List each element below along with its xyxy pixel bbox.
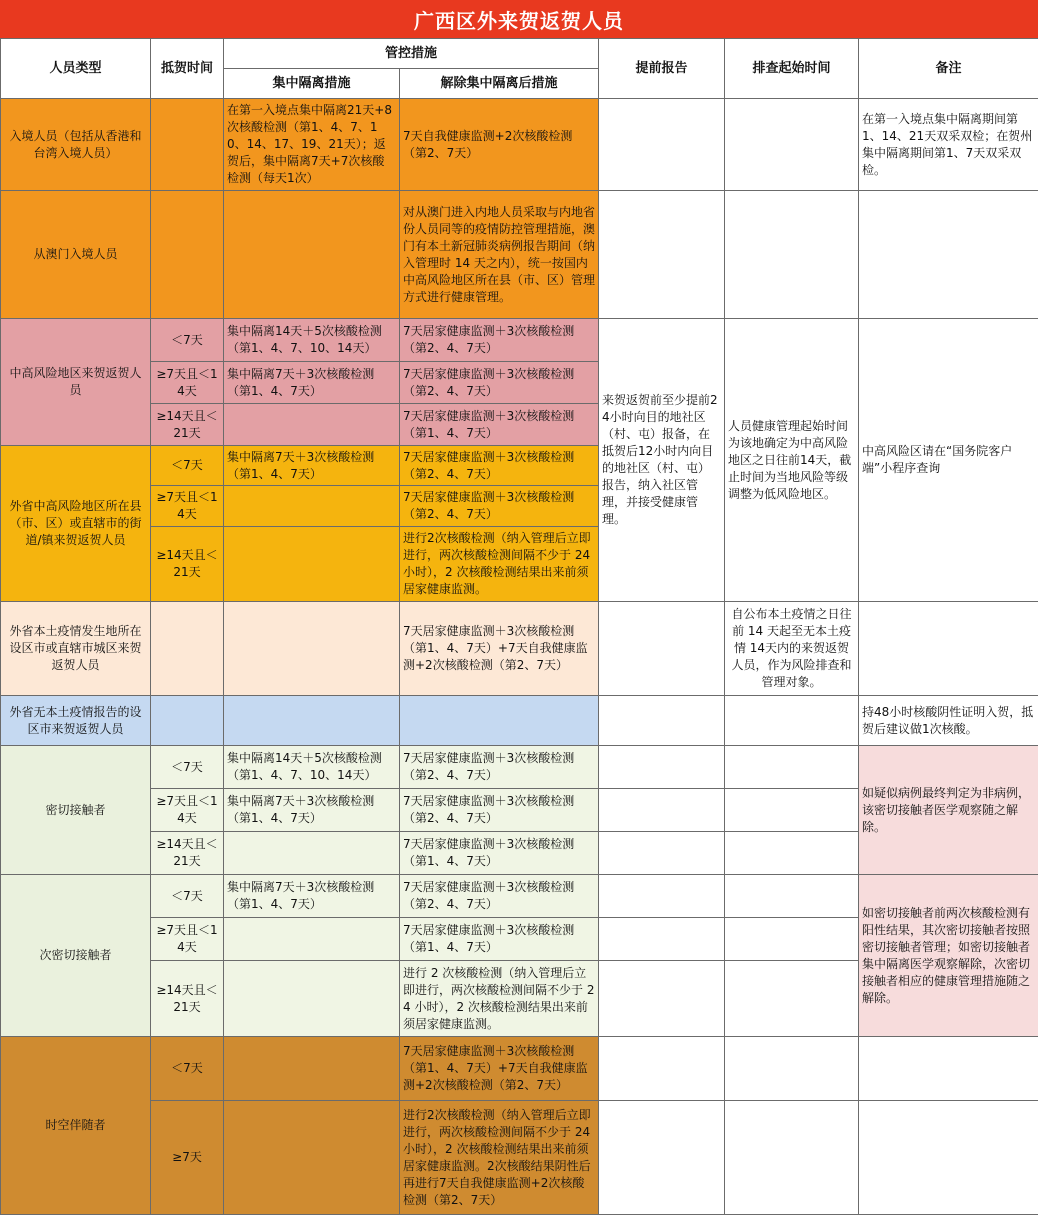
cell-after: 7天居家健康监测＋3次核酸检测（第1、4、7天） bbox=[400, 832, 599, 875]
cell-central: 集中隔离7天＋3次核酸检测（第1、4、7天） bbox=[224, 875, 400, 918]
cell-time: ≥7天 bbox=[151, 1101, 224, 1215]
cell-report bbox=[599, 918, 725, 961]
cell-remark bbox=[859, 191, 1038, 319]
cell-start bbox=[725, 1037, 859, 1101]
header-control: 管控措施 bbox=[224, 39, 599, 69]
cell-start bbox=[725, 789, 859, 832]
cell-central bbox=[224, 696, 400, 746]
cell-after: 7天居家健康监测＋3次核酸检测（第2、4、7天） bbox=[400, 362, 599, 404]
header-after: 解除集中隔离后措施 bbox=[400, 69, 599, 99]
header-type: 人员类型 bbox=[1, 39, 151, 99]
cell-after: 7天居家健康监测＋3次核酸检测（第2、4、7天） bbox=[400, 875, 599, 918]
cell-report: 来贺返贺前至少提前24小时向目的地社区（村、屯）报备，在抵贺后12小时内向目的地社区（村、屯）报告，纳入社区管理，并接受健康管理。 bbox=[599, 319, 725, 602]
cell-time: ≥7天且＜14天 bbox=[151, 362, 224, 404]
cell-report bbox=[599, 1037, 725, 1101]
cell-after: 进行2次核酸检测（纳入管理后立即进行，两次核酸检测间隔不少于 24 小时），2 次核酸检测结果出来前须居家健康监测。 bbox=[400, 527, 599, 602]
cell-time: ≥7天且＜14天 bbox=[151, 789, 224, 832]
cell-central: 集中隔离14天＋5次核酸检测（第1、4、7、10、14天） bbox=[224, 319, 400, 362]
cell-remark bbox=[859, 602, 1038, 696]
cell-time bbox=[151, 191, 224, 319]
cell-after: 7天居家健康监测＋3次核酸检测（第2、4、7天） bbox=[400, 319, 599, 362]
sheet-title: 广西区外来贺返贺人员 bbox=[0, 0, 1038, 38]
cell-type: 入境人员（包括从香港和台湾入境人员） bbox=[1, 99, 151, 191]
cell-after: 7天居家健康监测＋3次核酸检测（第1、4、7天） bbox=[400, 404, 599, 446]
cell-type: 外省无本土疫情报告的设区市来贺返贺人员 bbox=[1, 696, 151, 746]
cell-report bbox=[599, 99, 725, 191]
cell-report bbox=[599, 602, 725, 696]
cell-central bbox=[224, 602, 400, 696]
cell-report bbox=[599, 961, 725, 1037]
cell-time: ≥7天且＜14天 bbox=[151, 918, 224, 961]
cell-time bbox=[151, 99, 224, 191]
cell-after: 7天居家健康监测＋3次核酸检测（第1、4、7天） bbox=[400, 918, 599, 961]
cell-central bbox=[224, 191, 400, 319]
cell-time: ＜7天 bbox=[151, 319, 224, 362]
cell-report bbox=[599, 789, 725, 832]
cell-after: 7天居家健康监测＋3次核酸检测（第1、4、7天）+7天自我健康监测+2次核酸检测（第2、7天） bbox=[400, 602, 599, 696]
cell-remark bbox=[859, 1101, 1038, 1215]
cell-type: 密切接触者 bbox=[1, 746, 151, 875]
cell-type: 从澳门入境人员 bbox=[1, 191, 151, 319]
header-remark: 备注 bbox=[859, 39, 1038, 99]
cell-report bbox=[599, 696, 725, 746]
cell-time: ＜7天 bbox=[151, 746, 224, 789]
cell-remark: 中高风险区请在“国务院客户端”小程序查询 bbox=[859, 319, 1038, 602]
cell-start: 自公布本土疫情之日往前 14 天起至无本土疫情 14天内的来贺返贺人员，作为风险排查和管理对象。 bbox=[725, 602, 859, 696]
cell-remark bbox=[859, 1037, 1038, 1101]
cell-start bbox=[725, 961, 859, 1037]
cell-report bbox=[599, 746, 725, 789]
cell-start bbox=[725, 696, 859, 746]
cell-central: 在第一入境点集中隔离21天+8次核酸检测（第1、4、7、10、14、17、19、21天）；返贺后，集中隔离7天+7次核酸检测（每天1次） bbox=[224, 99, 400, 191]
cell-type: 中高风险地区来贺返贺人员 bbox=[1, 319, 151, 446]
cell-central bbox=[224, 1037, 400, 1101]
cell-remark: 持48小时核酸阴性证明入贺，抵贺后建议做1次核酸。 bbox=[859, 696, 1038, 746]
header-report: 提前报告 bbox=[599, 39, 725, 99]
cell-report bbox=[599, 875, 725, 918]
cell-report bbox=[599, 191, 725, 319]
header-time: 抵贺时间 bbox=[151, 39, 224, 99]
cell-central: 集中隔离7天＋3次核酸检测（第1、4、7天） bbox=[224, 789, 400, 832]
cell-central: 集中隔离14天＋5次核酸检测（第1、4、7、10、14天） bbox=[224, 746, 400, 789]
cell-start bbox=[725, 1101, 859, 1215]
cell-central: 集中隔离7天＋3次核酸检测（第1、4、7天） bbox=[224, 446, 400, 486]
cell-start: 人员健康管理起始时间为该地确定为中高风险地区之日往前14天，截止时间为当地风险等级调整为低风险地区。 bbox=[725, 319, 859, 602]
cell-after: 7天居家健康监测＋3次核酸检测（第2、4、7天） bbox=[400, 746, 599, 789]
cell-type: 外省中高风险地区所在县（市、区）或直辖市的街道/镇来贺返贺人员 bbox=[1, 446, 151, 602]
cell-central bbox=[224, 961, 400, 1037]
cell-remark: 如密切接触者前两次核酸检测有阳性结果，其次密切接触者按照密切接触者管理；如密切接触者集中隔离医学观察解除，次密切接触者相应的健康管理措施随之解除。 bbox=[859, 875, 1038, 1037]
cell-after: 7天居家健康监测＋3次核酸检测（第2、4、7天） bbox=[400, 446, 599, 486]
cell-type: 时空伴随者 bbox=[1, 1037, 151, 1215]
cell-time: ≥7天且＜14天 bbox=[151, 486, 224, 527]
cell-central bbox=[224, 1101, 400, 1215]
cell-after: 7天居家健康监测＋3次核酸检测（第1、4、7天）+7天自我健康监测+2次核酸检测（第2、7天） bbox=[400, 1037, 599, 1101]
header-central: 集中隔离措施 bbox=[224, 69, 400, 99]
cell-time: ＜7天 bbox=[151, 446, 224, 486]
cell-start bbox=[725, 875, 859, 918]
cell-time: ≥14天且＜21天 bbox=[151, 527, 224, 602]
cell-type: 外省本土疫情发生地所在设区市或直辖市城区来贺返贺人员 bbox=[1, 602, 151, 696]
cell-central bbox=[224, 527, 400, 602]
cell-after: 7天居家健康监测＋3次核酸检测（第2、4、7天） bbox=[400, 789, 599, 832]
header-start: 排查起始时间 bbox=[725, 39, 859, 99]
cell-central bbox=[224, 404, 400, 446]
cell-central: 集中隔离7天＋3次核酸检测（第1、4、7天） bbox=[224, 362, 400, 404]
cell-time bbox=[151, 696, 224, 746]
cell-start bbox=[725, 99, 859, 191]
cell-after bbox=[400, 696, 599, 746]
cell-time bbox=[151, 602, 224, 696]
cell-time: ≥14天且＜21天 bbox=[151, 832, 224, 875]
cell-time: ＜7天 bbox=[151, 1037, 224, 1101]
cell-time: ≥14天且＜21天 bbox=[151, 961, 224, 1037]
cell-after: 对从澳门进入内地人员采取与内地省份人员同等的疫情防控管理措施，澳门有本土新冠肺炎病例报告期间（纳入管理时 14 天之内），统一按国内中高风险地区所在县（市、区）管理方式进行健康管理。 bbox=[400, 191, 599, 319]
cell-after: 7天自我健康监测+2次核酸检测（第2、7天） bbox=[400, 99, 599, 191]
cell-central bbox=[224, 918, 400, 961]
cell-type: 次密切接触者 bbox=[1, 875, 151, 1037]
cell-central bbox=[224, 832, 400, 875]
cell-after: 进行2次核酸检测（纳入管理后立即进行，两次核酸检测间隔不少于 24 小时），2 次核酸检测结果出来前须居家健康监测。2次核酸结果阴性后再进行7天自我健康监测+2次核酸检测（第2、7天） bbox=[400, 1101, 599, 1215]
cell-start bbox=[725, 746, 859, 789]
cell-time: ≥14天且＜21天 bbox=[151, 404, 224, 446]
cell-start bbox=[725, 918, 859, 961]
cell-time: ＜7天 bbox=[151, 875, 224, 918]
cell-remark: 如疑似病例最终判定为非病例，该密切接触者医学观察随之解除。 bbox=[859, 746, 1038, 875]
cell-report bbox=[599, 832, 725, 875]
policy-table bbox=[0, 38, 1038, 1215]
cell-central bbox=[224, 486, 400, 527]
cell-after: 7天居家健康监测＋3次核酸检测（第2、4、7天） bbox=[400, 486, 599, 527]
cell-remark: 在第一入境点集中隔离期间第1、14、21天双采双检；在贺州集中隔离期间第1、7天双采双检。 bbox=[859, 99, 1038, 191]
cell-start bbox=[725, 191, 859, 319]
cell-report bbox=[599, 1101, 725, 1215]
cell-after: 进行 2 次核酸检测（纳入管理后立即进行，两次核酸检测间隔不少于 24 小时），2 次核酸检测结果出来前须居家健康监测。 bbox=[400, 961, 599, 1037]
cell-start bbox=[725, 832, 859, 875]
